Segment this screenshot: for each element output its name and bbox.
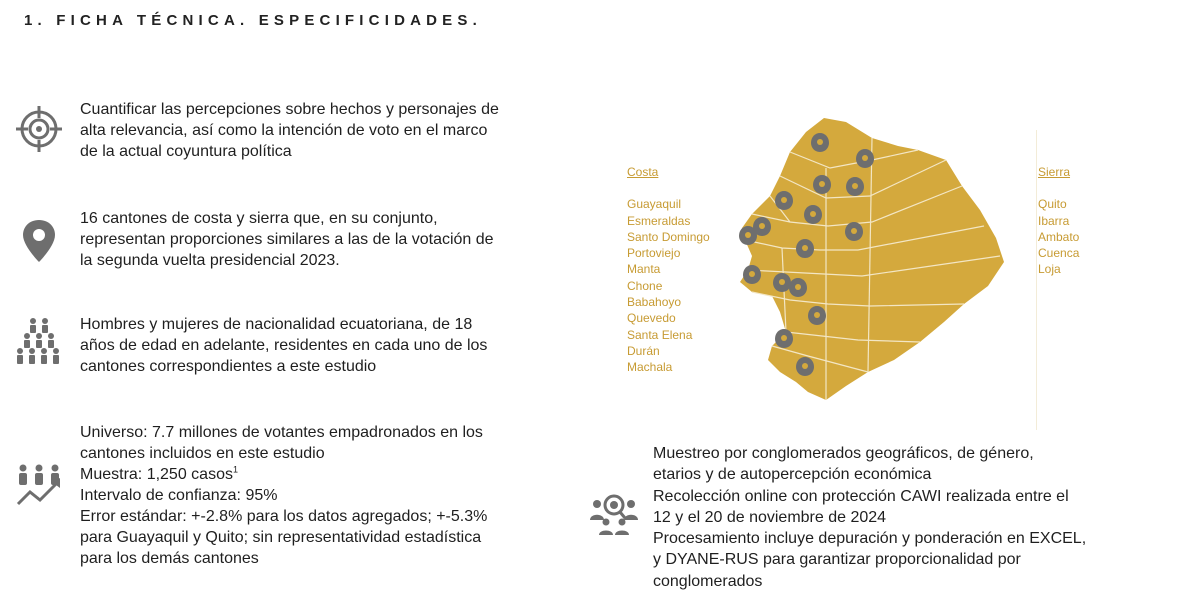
objective-line: de la actual coyuntura política bbox=[80, 143, 292, 160]
costa-item: Machala bbox=[627, 360, 673, 375]
coverage-text bbox=[80, 208, 494, 271]
error-line: Error estándar: +-2.8% para los datos agregados; +-5.3% bbox=[80, 508, 488, 525]
methodology-line: conglomerados bbox=[653, 572, 763, 590]
coverage-line: la segunda vuelta presidencial 2023. bbox=[80, 252, 340, 269]
sample-text bbox=[80, 422, 487, 569]
sierra-legend bbox=[1038, 164, 1079, 278]
costa-item: Guayaquil bbox=[627, 197, 682, 212]
target-icon bbox=[14, 104, 64, 154]
methodology-line: Recolección online con protección CAWI realizada entre el bbox=[653, 487, 1069, 505]
people-group-icon bbox=[14, 316, 64, 366]
divider bbox=[1036, 130, 1037, 430]
methodology-line: etarios y de autopercepción económica bbox=[653, 466, 932, 484]
people-growth-icon bbox=[14, 462, 64, 512]
coverage-line: 16 cantones de costa y sierra que, en su conjunto, bbox=[80, 210, 438, 227]
costa-item: Portoviejo bbox=[627, 246, 681, 261]
objective-text bbox=[80, 99, 499, 162]
costa-item: Babahoyo bbox=[627, 295, 682, 310]
error-line: para Guayaquil y Quito; sin representatividad estadística bbox=[80, 529, 482, 546]
costa-legend bbox=[627, 164, 710, 376]
objective-line: Cuantificar las percepciones sobre hechos y personajes de bbox=[80, 101, 499, 118]
costa-item: Esmeraldas bbox=[627, 213, 691, 228]
map-pin-icon bbox=[14, 216, 64, 266]
population-line: años de edad en adelante, residentes en cada uno de los bbox=[80, 337, 488, 354]
coverage-line: representan proporciones similares a las de la votación de bbox=[80, 231, 494, 248]
sierra-item: Ambato bbox=[1038, 229, 1080, 244]
sierra-item: Ibarra bbox=[1038, 213, 1070, 228]
sierra-item: Cuenca bbox=[1038, 246, 1080, 261]
costa-heading: Costa bbox=[627, 165, 659, 179]
methodology-line: Muestreo por conglomerados geográficos, de género, bbox=[653, 445, 1034, 462]
costa-item: Manta bbox=[627, 262, 661, 277]
population-text bbox=[80, 314, 487, 377]
population-line: cantones correspondientes a este estudio bbox=[80, 358, 377, 375]
confidence-line: Intervalo de confianza: 95% bbox=[80, 487, 278, 504]
sample-size-text: Muestra: 1,250 casos bbox=[80, 466, 233, 483]
methodology-line: Procesamiento incluye depuración y ponderación en EXCEL, bbox=[653, 530, 1087, 548]
sample-size bbox=[80, 464, 487, 485]
methodology-line: y DYANE-RUS para garantizar proporcionalidad por bbox=[653, 551, 1021, 569]
costa-item: Durán bbox=[627, 343, 660, 358]
sierra-heading: Sierra bbox=[1038, 165, 1071, 179]
universe-line: Universo: 7.7 millones de votantes empadronados en los bbox=[80, 424, 483, 441]
costa-item: Santo Domingo bbox=[627, 229, 710, 244]
sierra-item: Loja bbox=[1038, 262, 1061, 277]
page-title: 1. FICHA TÉCNICA. ESPECIFICIDADES. bbox=[24, 12, 482, 29]
methodology-line: 12 y el 20 de noviembre de 2024 bbox=[653, 508, 887, 526]
team-search-icon bbox=[589, 488, 639, 538]
objective-line: alta relevancia, así como la intención de voto en el marco bbox=[80, 122, 488, 139]
universe-line: cantones incluidos en este estudio bbox=[80, 445, 325, 462]
costa-item: Quevedo bbox=[627, 311, 676, 326]
error-line: para los demás cantones bbox=[80, 550, 259, 567]
costa-item: Chone bbox=[627, 278, 663, 293]
population-line: Hombres y mujeres de nacionalidad ecuatoriana, de 18 bbox=[80, 316, 473, 333]
footnote-marker: 1 bbox=[232, 464, 238, 475]
costa-item: Santa Elena bbox=[627, 327, 693, 342]
methodology-text bbox=[653, 443, 1086, 592]
sierra-item: Quito bbox=[1038, 197, 1067, 212]
